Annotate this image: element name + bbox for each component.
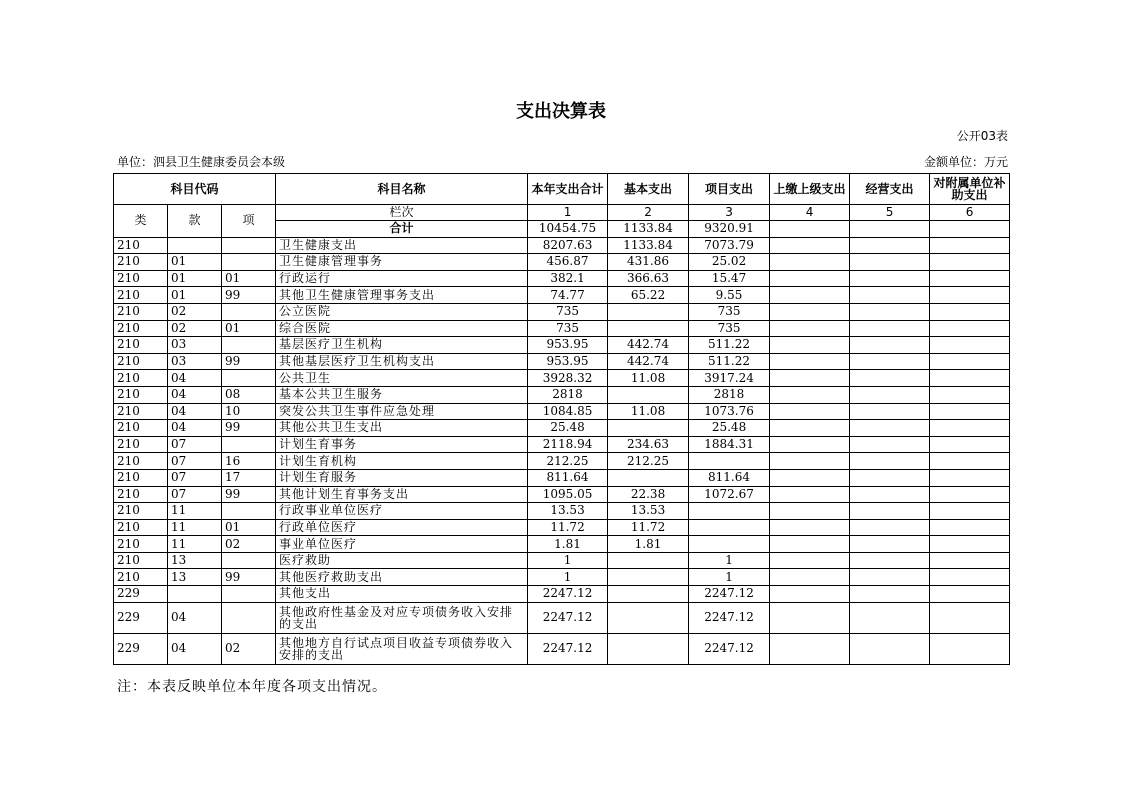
section-code: 11 (168, 503, 222, 520)
amount-cell: 25.02 (689, 254, 770, 271)
table-row (114, 552, 1010, 569)
class-code: 229 (114, 633, 168, 664)
amount-cell (608, 633, 689, 664)
amount-cell (608, 586, 689, 603)
amount-cell (689, 503, 770, 520)
amount-cell: 212.25 (528, 453, 608, 470)
amount-cell (930, 370, 1010, 387)
section-code: 13 (168, 569, 222, 586)
amount-cell (770, 403, 850, 420)
amount-cell (770, 503, 850, 520)
column-number: 2 (608, 205, 689, 221)
class-code: 210 (114, 403, 168, 420)
section-code: 11 (168, 536, 222, 553)
section-code: 02 (168, 320, 222, 337)
amount-cell: 9.55 (689, 287, 770, 304)
amount-cell: 811.64 (689, 469, 770, 486)
amount-cell (850, 569, 930, 586)
amount-cell (850, 337, 930, 354)
class-code: 229 (114, 586, 168, 603)
amount-cell: 511.22 (689, 353, 770, 370)
amount-cell (608, 569, 689, 586)
table-row (114, 237, 1010, 254)
total-value (930, 221, 1010, 238)
class-code: 210 (114, 254, 168, 271)
item-code: 99 (222, 287, 276, 304)
amount-cell: 13.53 (608, 503, 689, 520)
subject-name: 医疗救助 (276, 552, 528, 569)
amount-cell (850, 602, 930, 633)
amount-cell (930, 436, 1010, 453)
page-title: 支出决算表 (516, 101, 606, 122)
table-row (114, 386, 1010, 403)
subject-name: 其他基层医疗卫生机构支出 (276, 353, 528, 370)
amount-cell (689, 536, 770, 553)
amount-cell (770, 353, 850, 370)
amount-cell: 442.74 (608, 337, 689, 354)
amount-cell (930, 386, 1010, 403)
amount-cell (930, 254, 1010, 271)
amount-cell (770, 633, 850, 664)
amount-cell (850, 469, 930, 486)
class-code: 210 (114, 503, 168, 520)
table-row (114, 486, 1010, 503)
section-code: 07 (168, 453, 222, 470)
amount-cell: 11.08 (608, 403, 689, 420)
amount-cell (770, 287, 850, 304)
section-code: 01 (168, 254, 222, 271)
amount-cell: 1.81 (528, 536, 608, 553)
column-number: 6 (930, 205, 1010, 221)
amount-cell: 212.25 (608, 453, 689, 470)
item-code (222, 602, 276, 633)
table-row (114, 469, 1010, 486)
table-row (114, 519, 1010, 536)
amount-cell (850, 320, 930, 337)
amount-cell: 735 (528, 320, 608, 337)
amount-cell (850, 403, 930, 420)
item-code (222, 586, 276, 603)
amount-cell: 7073.79 (689, 237, 770, 254)
table-row (114, 303, 1010, 320)
header-item: 项 (222, 205, 276, 238)
total-value (850, 221, 930, 238)
item-code: 99 (222, 420, 276, 437)
section-code: 04 (168, 420, 222, 437)
amount-cell: 1.81 (608, 536, 689, 553)
header-upper-payment: 上缴上级支出 (770, 174, 850, 205)
amount-cell: 2247.12 (528, 602, 608, 633)
amount-cell (930, 486, 1010, 503)
amount-cell: 2247.12 (689, 602, 770, 633)
amount-cell (850, 370, 930, 387)
class-code: 210 (114, 237, 168, 254)
subject-name: 事业单位医疗 (276, 536, 528, 553)
class-code: 210 (114, 386, 168, 403)
amount-cell: 442.74 (608, 353, 689, 370)
amount-cell (930, 420, 1010, 437)
subject-name: 基本公共卫生服务 (276, 386, 528, 403)
item-code (222, 254, 276, 271)
total-value: 1133.84 (608, 221, 689, 238)
amount-cell (930, 586, 1010, 603)
section-code: 04 (168, 403, 222, 420)
item-code: 08 (222, 386, 276, 403)
table-row (114, 370, 1010, 387)
header-total-expense: 本年支出合计 (528, 174, 608, 205)
table-row (114, 536, 1010, 553)
amount-cell (850, 586, 930, 603)
amount-cell: 1 (528, 552, 608, 569)
amount-cell (608, 386, 689, 403)
column-number: 4 (770, 205, 850, 221)
amount-cell: 2818 (528, 386, 608, 403)
amount-cell: 2247.12 (689, 586, 770, 603)
amount-cell (850, 633, 930, 664)
item-code: 99 (222, 569, 276, 586)
subject-name: 突发公共卫生事件应急处理 (276, 403, 528, 420)
amount-cell (770, 602, 850, 633)
section-code: 11 (168, 519, 222, 536)
amount-cell (770, 420, 850, 437)
section-code: 04 (168, 386, 222, 403)
item-code (222, 237, 276, 254)
amount-cell: 65.22 (608, 287, 689, 304)
amount-cell: 811.64 (528, 469, 608, 486)
section-code: 02 (168, 303, 222, 320)
amount-cell (770, 569, 850, 586)
amount-cell (770, 486, 850, 503)
amount-cell (930, 569, 1010, 586)
amount-cell (770, 303, 850, 320)
amount-cell (850, 270, 930, 287)
class-code: 210 (114, 270, 168, 287)
column-number: 3 (689, 205, 770, 221)
amount-cell (770, 536, 850, 553)
item-code: 01 (222, 519, 276, 536)
amount-cell (930, 633, 1010, 664)
amount-cell (608, 469, 689, 486)
amount-cell (850, 503, 930, 520)
item-code: 10 (222, 403, 276, 420)
amount-cell: 735 (689, 303, 770, 320)
table-row (114, 254, 1010, 271)
section-code: 13 (168, 552, 222, 569)
table-row (114, 270, 1010, 287)
amount-cell: 13.53 (528, 503, 608, 520)
class-code: 210 (114, 536, 168, 553)
amount-cell (689, 519, 770, 536)
table-row (114, 320, 1010, 337)
table-row (114, 337, 1010, 354)
header-basic-expense: 基本支出 (608, 174, 689, 205)
subject-name: 其他地方自行试点项目收益专项债券收入安排的支出 (276, 633, 528, 664)
amount-cell: 366.63 (608, 270, 689, 287)
amount-cell: 1884.31 (689, 436, 770, 453)
subject-name: 其他政府性基金及对应专项债务收入安排的支出 (276, 602, 528, 633)
class-code: 210 (114, 337, 168, 354)
amount-cell (930, 320, 1010, 337)
subject-name: 综合医院 (276, 320, 528, 337)
amount-cell (850, 552, 930, 569)
amount-cell (770, 386, 850, 403)
amount-cell (930, 602, 1010, 633)
amount-cell (930, 453, 1010, 470)
table-row (114, 569, 1010, 586)
amount-cell: 1072.67 (689, 486, 770, 503)
subject-name: 其他医疗救助支出 (276, 569, 528, 586)
header-subject-code: 科目代码 (114, 174, 276, 205)
item-code (222, 552, 276, 569)
amount-cell (770, 320, 850, 337)
amount-cell: 2247.12 (528, 586, 608, 603)
amount-cell (770, 469, 850, 486)
total-value (770, 221, 850, 238)
amount-cell (930, 337, 1010, 354)
table-row (114, 436, 1010, 453)
amount-cell: 11.08 (608, 370, 689, 387)
subject-name: 行政单位医疗 (276, 519, 528, 536)
table-row (114, 403, 1010, 420)
table-row (114, 503, 1010, 520)
amount-cell (608, 320, 689, 337)
subject-name: 卫生健康管理事务 (276, 254, 528, 271)
amount-cell (770, 254, 850, 271)
amount-cell: 1073.76 (689, 403, 770, 420)
item-code: 99 (222, 353, 276, 370)
amount-cell (770, 237, 850, 254)
amount-cell: 953.95 (528, 337, 608, 354)
amount-cell (770, 370, 850, 387)
subject-name: 公共卫生 (276, 370, 528, 387)
section-code: 04 (168, 370, 222, 387)
table-row (114, 633, 1010, 664)
table-row (114, 453, 1010, 470)
amount-unit: 金额单位：万元 (923, 155, 1008, 169)
item-code: 01 (222, 270, 276, 287)
expense-table (113, 173, 1010, 665)
form-code: 公开03表 (956, 129, 1008, 143)
amount-cell: 25.48 (689, 420, 770, 437)
amount-cell: 25.48 (528, 420, 608, 437)
section-code: 07 (168, 486, 222, 503)
section-code: 04 (168, 602, 222, 633)
amount-cell (608, 552, 689, 569)
amount-cell (770, 552, 850, 569)
amount-cell: 2247.12 (528, 633, 608, 664)
amount-cell (930, 469, 1010, 486)
class-code: 210 (114, 370, 168, 387)
unit-label: 单位：泗县卫生健康委员会本级 (117, 155, 286, 169)
total-value: 10454.75 (528, 221, 608, 238)
class-code: 210 (114, 420, 168, 437)
amount-cell (930, 270, 1010, 287)
amount-cell: 1133.84 (608, 237, 689, 254)
amount-cell (689, 453, 770, 470)
subject-name: 行政运行 (276, 270, 528, 287)
amount-cell: 8207.63 (528, 237, 608, 254)
amount-cell (608, 420, 689, 437)
amount-cell: 1084.85 (528, 403, 608, 420)
subject-name: 其他公共卫生支出 (276, 420, 528, 437)
amount-cell (930, 237, 1010, 254)
amount-cell: 735 (689, 320, 770, 337)
table-row (114, 602, 1010, 633)
amount-cell: 1095.05 (528, 486, 608, 503)
section-code: 03 (168, 353, 222, 370)
total-value: 9320.91 (689, 221, 770, 238)
total-label: 合计 (276, 221, 528, 238)
amount-cell: 3928.32 (528, 370, 608, 387)
amount-cell: 1 (528, 569, 608, 586)
subject-name: 卫生健康支出 (276, 237, 528, 254)
amount-cell (930, 353, 1010, 370)
subject-name: 基层医疗卫生机构 (276, 337, 528, 354)
amount-cell (770, 453, 850, 470)
class-code: 210 (114, 303, 168, 320)
amount-cell: 3917.24 (689, 370, 770, 387)
section-code: 04 (168, 633, 222, 664)
header-business-expense: 经营支出 (850, 174, 930, 205)
amount-cell (608, 303, 689, 320)
amount-cell (770, 337, 850, 354)
amount-cell (770, 519, 850, 536)
amount-cell: 1 (689, 569, 770, 586)
amount-cell: 234.63 (608, 436, 689, 453)
class-code: 210 (114, 287, 168, 304)
header-section: 款 (168, 205, 222, 238)
class-code: 210 (114, 519, 168, 536)
class-code: 229 (114, 602, 168, 633)
item-code: 01 (222, 320, 276, 337)
item-code (222, 303, 276, 320)
item-code (222, 503, 276, 520)
footnote: 注：本表反映单位本年度各项支出情况。 (117, 679, 387, 695)
item-code (222, 370, 276, 387)
header-project-expense: 项目支出 (689, 174, 770, 205)
class-code: 210 (114, 552, 168, 569)
amount-cell: 74.77 (528, 287, 608, 304)
class-code: 210 (114, 320, 168, 337)
section-code: 01 (168, 270, 222, 287)
amount-cell (930, 552, 1010, 569)
header-class: 类 (114, 205, 168, 238)
class-code: 210 (114, 486, 168, 503)
amount-cell: 735 (528, 303, 608, 320)
section-code: 03 (168, 337, 222, 354)
section-code: 07 (168, 436, 222, 453)
header-subject-name: 科目名称 (276, 174, 528, 205)
item-code: 02 (222, 633, 276, 664)
table-body (114, 237, 1010, 664)
amount-cell (850, 519, 930, 536)
amount-cell: 511.22 (689, 337, 770, 354)
class-code: 210 (114, 353, 168, 370)
table-row (114, 287, 1010, 304)
subject-name: 其他支出 (276, 586, 528, 603)
amount-cell (770, 586, 850, 603)
item-code: 17 (222, 469, 276, 486)
amount-cell: 15.47 (689, 270, 770, 287)
amount-cell: 2247.12 (689, 633, 770, 664)
amount-cell (930, 303, 1010, 320)
class-code: 210 (114, 453, 168, 470)
item-code (222, 436, 276, 453)
subject-name: 行政事业单位医疗 (276, 503, 528, 520)
item-code: 99 (222, 486, 276, 503)
amount-cell (850, 536, 930, 553)
amount-cell: 2118.94 (528, 436, 608, 453)
section-code: 07 (168, 469, 222, 486)
amount-cell (850, 486, 930, 503)
column-number: 1 (528, 205, 608, 221)
amount-cell: 382.1 (528, 270, 608, 287)
amount-cell (850, 420, 930, 437)
subject-name: 其他卫生健康管理事务支出 (276, 287, 528, 304)
amount-cell: 953.95 (528, 353, 608, 370)
amount-cell (930, 536, 1010, 553)
subject-name: 公立医院 (276, 303, 528, 320)
table-row (114, 420, 1010, 437)
item-code: 16 (222, 453, 276, 470)
amount-cell (850, 287, 930, 304)
class-code: 210 (114, 569, 168, 586)
amount-cell (850, 303, 930, 320)
section-code: 01 (168, 287, 222, 304)
amount-cell (930, 403, 1010, 420)
amount-cell (930, 287, 1010, 304)
amount-cell (850, 386, 930, 403)
class-code: 210 (114, 436, 168, 453)
subject-name: 计划生育机构 (276, 453, 528, 470)
item-code: 02 (222, 536, 276, 553)
amount-cell (770, 270, 850, 287)
table-row (114, 353, 1010, 370)
amount-cell: 431.86 (608, 254, 689, 271)
item-code (222, 337, 276, 354)
subject-name: 其他计划生育事务支出 (276, 486, 528, 503)
class-code: 210 (114, 469, 168, 486)
amount-cell (930, 503, 1010, 520)
column-number: 5 (850, 205, 930, 221)
amount-cell: 22.38 (608, 486, 689, 503)
header-subsidy-expense: 对附属单位补助支出 (930, 174, 1010, 205)
amount-cell: 456.87 (528, 254, 608, 271)
amount-cell (850, 254, 930, 271)
amount-cell (850, 353, 930, 370)
table-row (114, 586, 1010, 603)
header-column-index: 栏次 (276, 205, 528, 221)
amount-cell: 11.72 (528, 519, 608, 536)
amount-cell (850, 436, 930, 453)
amount-cell (930, 519, 1010, 536)
amount-cell: 1 (689, 552, 770, 569)
amount-cell (770, 436, 850, 453)
amount-cell: 2818 (689, 386, 770, 403)
amount-cell: 11.72 (608, 519, 689, 536)
subject-name: 计划生育事务 (276, 436, 528, 453)
section-code (168, 237, 222, 254)
section-code (168, 586, 222, 603)
amount-cell (608, 602, 689, 633)
subject-name: 计划生育服务 (276, 469, 528, 486)
amount-cell (850, 453, 930, 470)
amount-cell (850, 237, 930, 254)
